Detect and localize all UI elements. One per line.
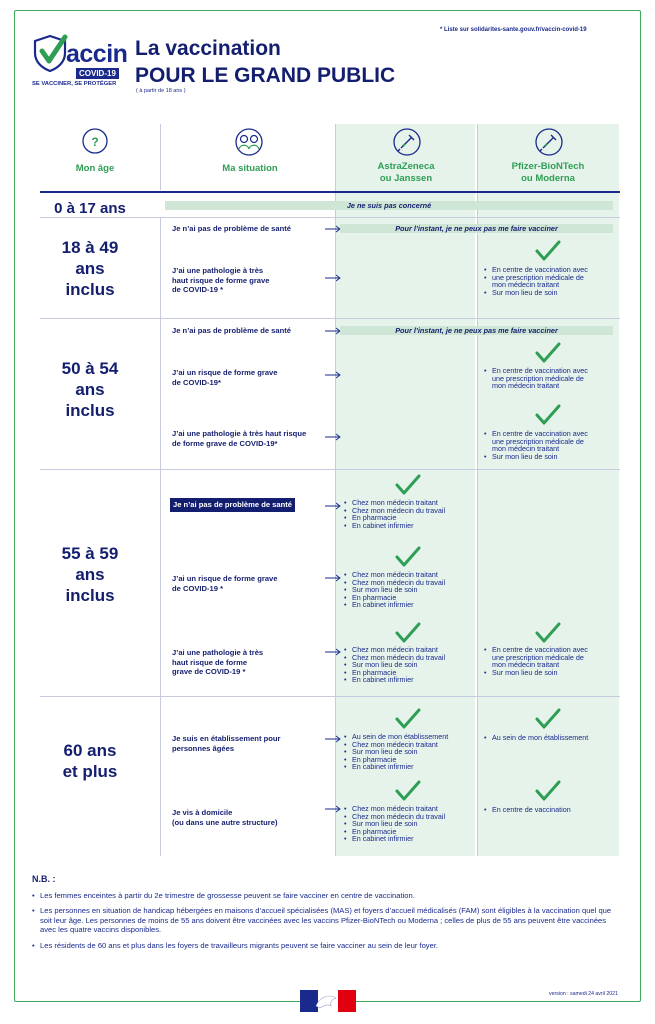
age-label-50-54: 50 à 54 ans inclus (61, 359, 119, 420)
vaccination-places-list: • Chez mon médecin traitant • Chez mon médecin du travail • Sur mon lieu de soin • En pharmacie • En cabinet infirmier (344, 571, 445, 609)
svg-text:?: ? (91, 135, 99, 149)
arrow-right-icon (325, 371, 341, 379)
situation-elderly-facility: Je suis en établissement pour personnes âgées (172, 734, 281, 753)
vaccination-places-list: • Au sein de mon établissement • Chez mon médecin traitant • Sur mon lieu de soin • En pharmacie • En cabinet infirmier (344, 733, 448, 771)
logo-word: accin (66, 40, 128, 68)
syringe-icon (392, 127, 422, 157)
check-icon (535, 780, 561, 802)
vaccine1-header: AstraZeneca ou Janssen (377, 161, 435, 184)
header-rule (40, 191, 620, 193)
vaccination-places-list: • Au sein de mon établissement (484, 734, 588, 742)
arrow-right-icon (325, 574, 341, 582)
vaccination-places-list: • Chez mon médecin traitant • Chez mon médecin du travail • Sur mon lieu de soin • En pharmacie • En cabinet infirmier (344, 646, 445, 684)
check-icon (395, 780, 421, 802)
vaccination-places-list: • En centre de vaccination avec une prescription médicale de mon médecin traitant (484, 367, 588, 390)
syringe-icon (534, 127, 564, 157)
situation-high-risk-pathology: J’ai une pathologie à très haut risque de forme grave de COVID-19 * (172, 266, 270, 294)
check-icon (395, 474, 421, 496)
check-icon (535, 622, 561, 644)
pfizer-column (478, 124, 619, 856)
row-divider (40, 318, 620, 319)
vaccination-places-list: • En centre de vaccination avec une prescription médicale de mon médecin traitant • Sur mon lieu de soin (484, 430, 588, 460)
arrow-right-icon (325, 274, 341, 282)
situation-high-risk-pathology: J’ai une pathologie à très haut risque de forme grave de COVID-19* (172, 429, 307, 448)
vaccination-places-list: • En centre de vaccination avec • une prescription médicale de mon médecin traitant • Sur mon lieu de soin (484, 266, 588, 296)
source-note: * Liste sur solidarites-sante.gouv.fr/vaccin-covid-19 (440, 27, 587, 33)
republique-francaise-logo (300, 990, 356, 1012)
cannot-vaccinate-band: Pour l’instant, je ne peux pas me faire vacciner (340, 224, 613, 233)
note-item: • Les résidents de 60 ans et plus dans les foyers de travailleurs migrants peuvent se faire vacciner au sein de leur foyer. (32, 941, 612, 950)
vaccination-places-list: • Chez mon médecin traitant • Chez mon médecin du travail • En pharmacie • En cabinet infirmier (344, 499, 445, 529)
check-icon (395, 622, 421, 644)
check-icon (535, 342, 561, 364)
version-label: version : samedi 24 avril 2021 (549, 991, 618, 997)
notes-list (32, 891, 612, 950)
age-column-header: Mon âge (75, 163, 115, 174)
situation-no-health-problem: Je n’ai pas de problème de santé (172, 224, 292, 233)
vaccination-places-list: • Chez mon médecin traitant • Chez mon médecin du travail • Sur mon lieu de soin • En pharmacie • En cabinet infirmier (344, 805, 445, 843)
arrow-right-icon (325, 648, 341, 656)
situation-at-home: Je vis à domicile (ou dans une autre structure) (172, 808, 278, 827)
age-note: ( à partir de 18 ans ) (136, 88, 186, 94)
not-concerned-band: Je ne suis pas concerné (165, 201, 613, 210)
people-icon (233, 127, 265, 157)
question-head-icon (80, 127, 110, 157)
situation-severe-risk: J’ai un risque de forme grave de COVID-19 * (172, 574, 278, 593)
logo-tagline: SE VACCINER, SE PROTÉGER (32, 81, 117, 87)
vaccination-places-list: • En centre de vaccination (484, 806, 571, 814)
age-label-18-49: 18 à 49 ans inclus (61, 238, 119, 299)
divider (160, 217, 161, 856)
divider (477, 124, 478, 856)
row-divider (40, 696, 620, 697)
arrow-right-icon (325, 805, 341, 813)
row-divider (40, 469, 620, 470)
arrow-right-icon (325, 735, 341, 743)
cannot-vaccinate-band: Pour l’instant, je ne peux pas me faire vacciner (340, 326, 613, 335)
check-icon (395, 708, 421, 730)
age-label-60-plus: 60 ans et plus (62, 741, 118, 781)
situation-no-health-problem: Je n’ai pas de problème de santé (172, 326, 292, 335)
situation-high-risk-pathology: J’ai une pathologie à très haut risque de forme grave de COVID-19 * (172, 648, 264, 676)
vaccine2-header: Pfizer-BioNTech ou Moderna (511, 161, 585, 184)
divider (335, 124, 336, 856)
check-icon (535, 708, 561, 730)
arrow-right-icon (325, 502, 341, 510)
situation-column-header: Ma situation (222, 163, 278, 174)
logo-covid-badge: COVID-19 (76, 68, 119, 79)
situation-severe-risk: J’ai un risque de forme grave de COVID-19* (172, 368, 278, 387)
vaccination-places-list: • En centre de vaccination avec une prescription médicale de mon médecin traitant • Sur mon lieu de soin (484, 646, 588, 676)
check-icon (535, 404, 561, 426)
page-subtitle: POUR LE GRAND PUBLIC (135, 64, 396, 87)
age-label-55-59: 55 à 59 ans inclus (61, 544, 119, 605)
divider (160, 124, 161, 190)
check-icon (535, 240, 561, 262)
shield-icon (32, 34, 68, 72)
check-icon (395, 546, 421, 568)
arrow-right-icon (325, 433, 341, 441)
vaccin-logo (32, 34, 128, 114)
arrow-right-icon (325, 225, 341, 233)
marianne-icon (312, 992, 342, 1010)
age-label-0-17: 0 à 17 ans (54, 200, 126, 217)
note-item: • Les femmes enceintes à partir du 2e trimestre de grossesse peuvent se faire vacciner en centre de vaccination. (32, 891, 612, 900)
situation-no-health-problem-highlight: Je n’ai pas de problème de santé (170, 498, 295, 512)
page-title: La vaccination (135, 37, 281, 60)
note-item: • Les personnes en situation de handicap hébergées en maisons d’accueil spécialisées (MAS) et foyers d’accueil médicalisés (FAM) sont éligibles à la vaccination quel que soit leur âge. Les personnes de moins de 55 ans doivent être vaccinées avec les vaccins Pfizer-BioNTech ou Moderna ; celles de plus de 55 ans peuvent être vaccinées avec les quatre vaccins disponibles. (32, 906, 612, 934)
notes-title: N.B. : (32, 874, 56, 884)
arrow-right-icon (325, 327, 341, 335)
